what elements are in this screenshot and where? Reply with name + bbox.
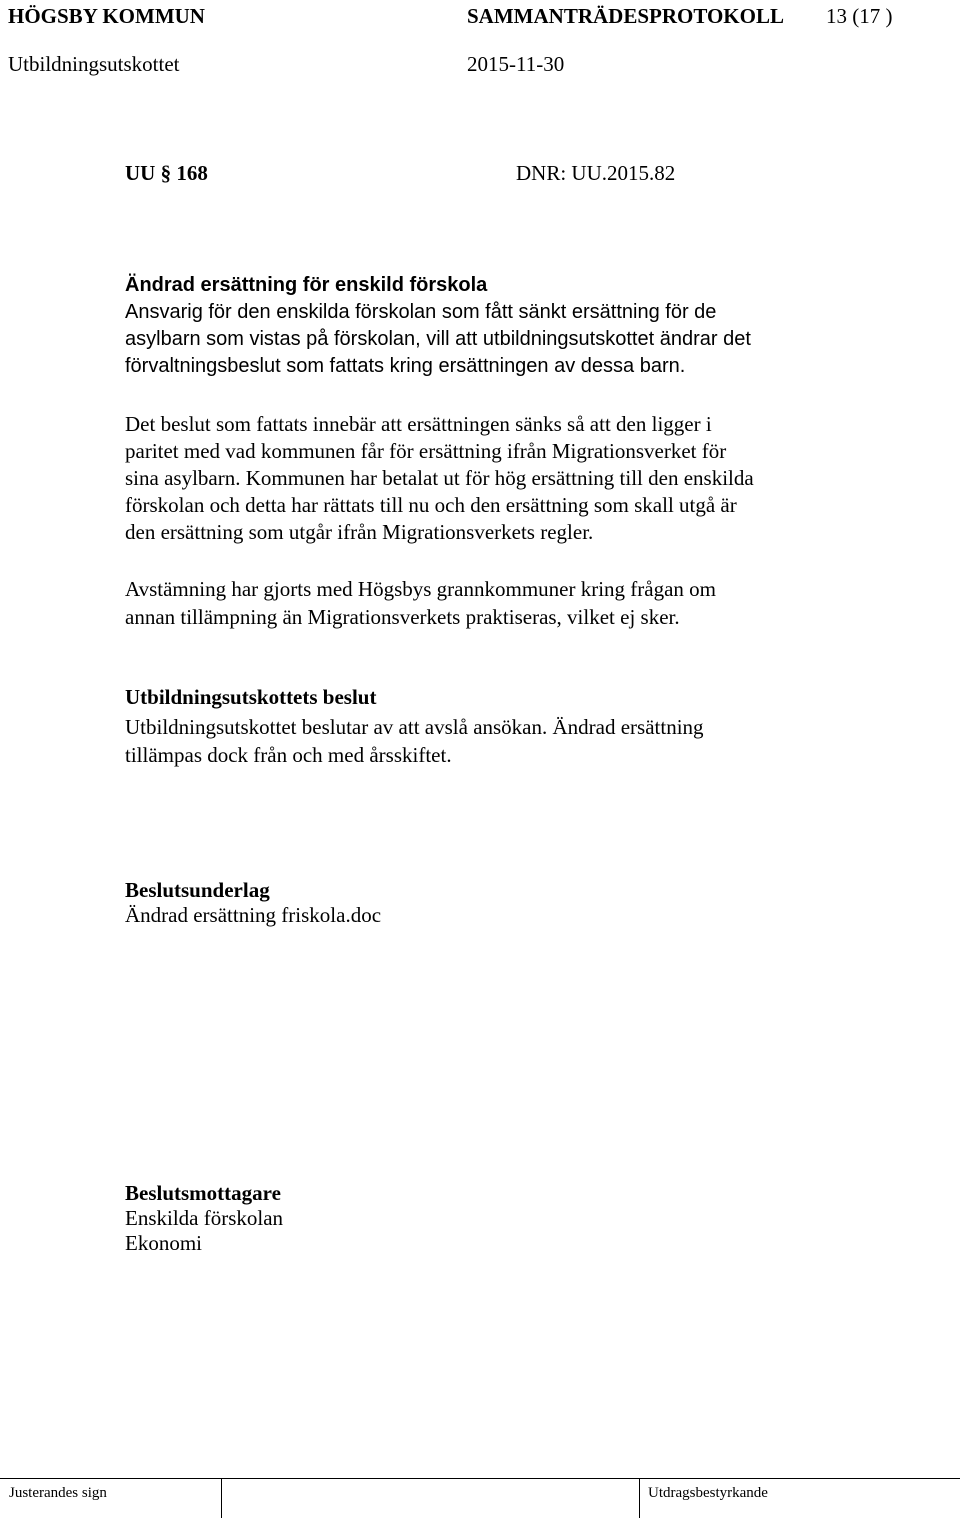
page-number: 13 (17 ) [826, 4, 893, 28]
extract-label: Utdragsbestyrkande [648, 1485, 768, 1501]
recipient-item: Enskilda förskolan [125, 1206, 284, 1230]
text-line: tillämpas dock från och med årsskiftet. [125, 743, 452, 767]
recipients-title: Beslutsmottagare [125, 1181, 281, 1205]
text-line: sina asylbarn. Kommunen har betalat ut för hög ersättning till den enskilda [125, 466, 754, 490]
text-line: paritet med vad kommunen får för ersättning ifrån Migrationsverket för [125, 439, 727, 463]
paragraph-reduction [125, 411, 754, 546]
case-number: UU § 168 [125, 161, 208, 185]
text-line: Utbildningsutskottet beslutar av att avslå ansökan. Ändrad ersättning [125, 715, 704, 739]
decision-title: Utbildningsutskottets beslut [125, 685, 377, 709]
paragraph-reconciliation [125, 575, 716, 631]
recipients-list [125, 1206, 283, 1256]
text-line: Avstämning har gjorts med Högsbys grannkommuner kring frågan om [125, 577, 717, 601]
text-line: förvaltningsbeslut som fattats kring ersättningen av dessa barn. [125, 355, 686, 377]
committee-name: Utbildningsutskottet [8, 52, 180, 76]
recipient-item: Ekonomi [125, 1231, 202, 1255]
basis-item: Ändrad ersättning friskola.doc [125, 903, 382, 927]
meeting-date: 2015-11-30 [467, 52, 565, 76]
text-line: Det beslut som fattats innebär att ersättningen sänks så att den ligger i [125, 412, 712, 436]
basis-title: Beslutsunderlag [125, 878, 270, 902]
sign-label: Justerandes sign [9, 1485, 107, 1501]
decision-text [125, 713, 704, 769]
section-title: Ändrad ersättning för enskild förskola [125, 274, 488, 296]
text-line: den ersättning som utgår ifrån Migrationsverkets regler. [125, 520, 594, 544]
text-line: annan tillämpning än Migrationsverkets praktiseras, vilket ej sker. [125, 605, 680, 629]
section-intro [125, 299, 751, 380]
organization-name: HÖGSBY KOMMUN [8, 4, 205, 28]
text-line: förskolan och detta har rättats till nu och den ersättning som skall utgå är [125, 493, 737, 517]
text-line: Ansvarig för den enskilda förskolan som fått sänkt ersättning för de [125, 301, 717, 323]
signature-footer [0, 1478, 960, 1518]
footer-divider [639, 1479, 640, 1518]
footer-divider [221, 1479, 222, 1518]
document-type: SAMMANTRÄDESPROTOKOLL [467, 4, 784, 28]
text-line: asylbarn som vistas på förskolan, vill att utbildningsutskottet ändrar det [125, 328, 751, 350]
case-dnr: DNR: UU.2015.82 [516, 161, 676, 185]
